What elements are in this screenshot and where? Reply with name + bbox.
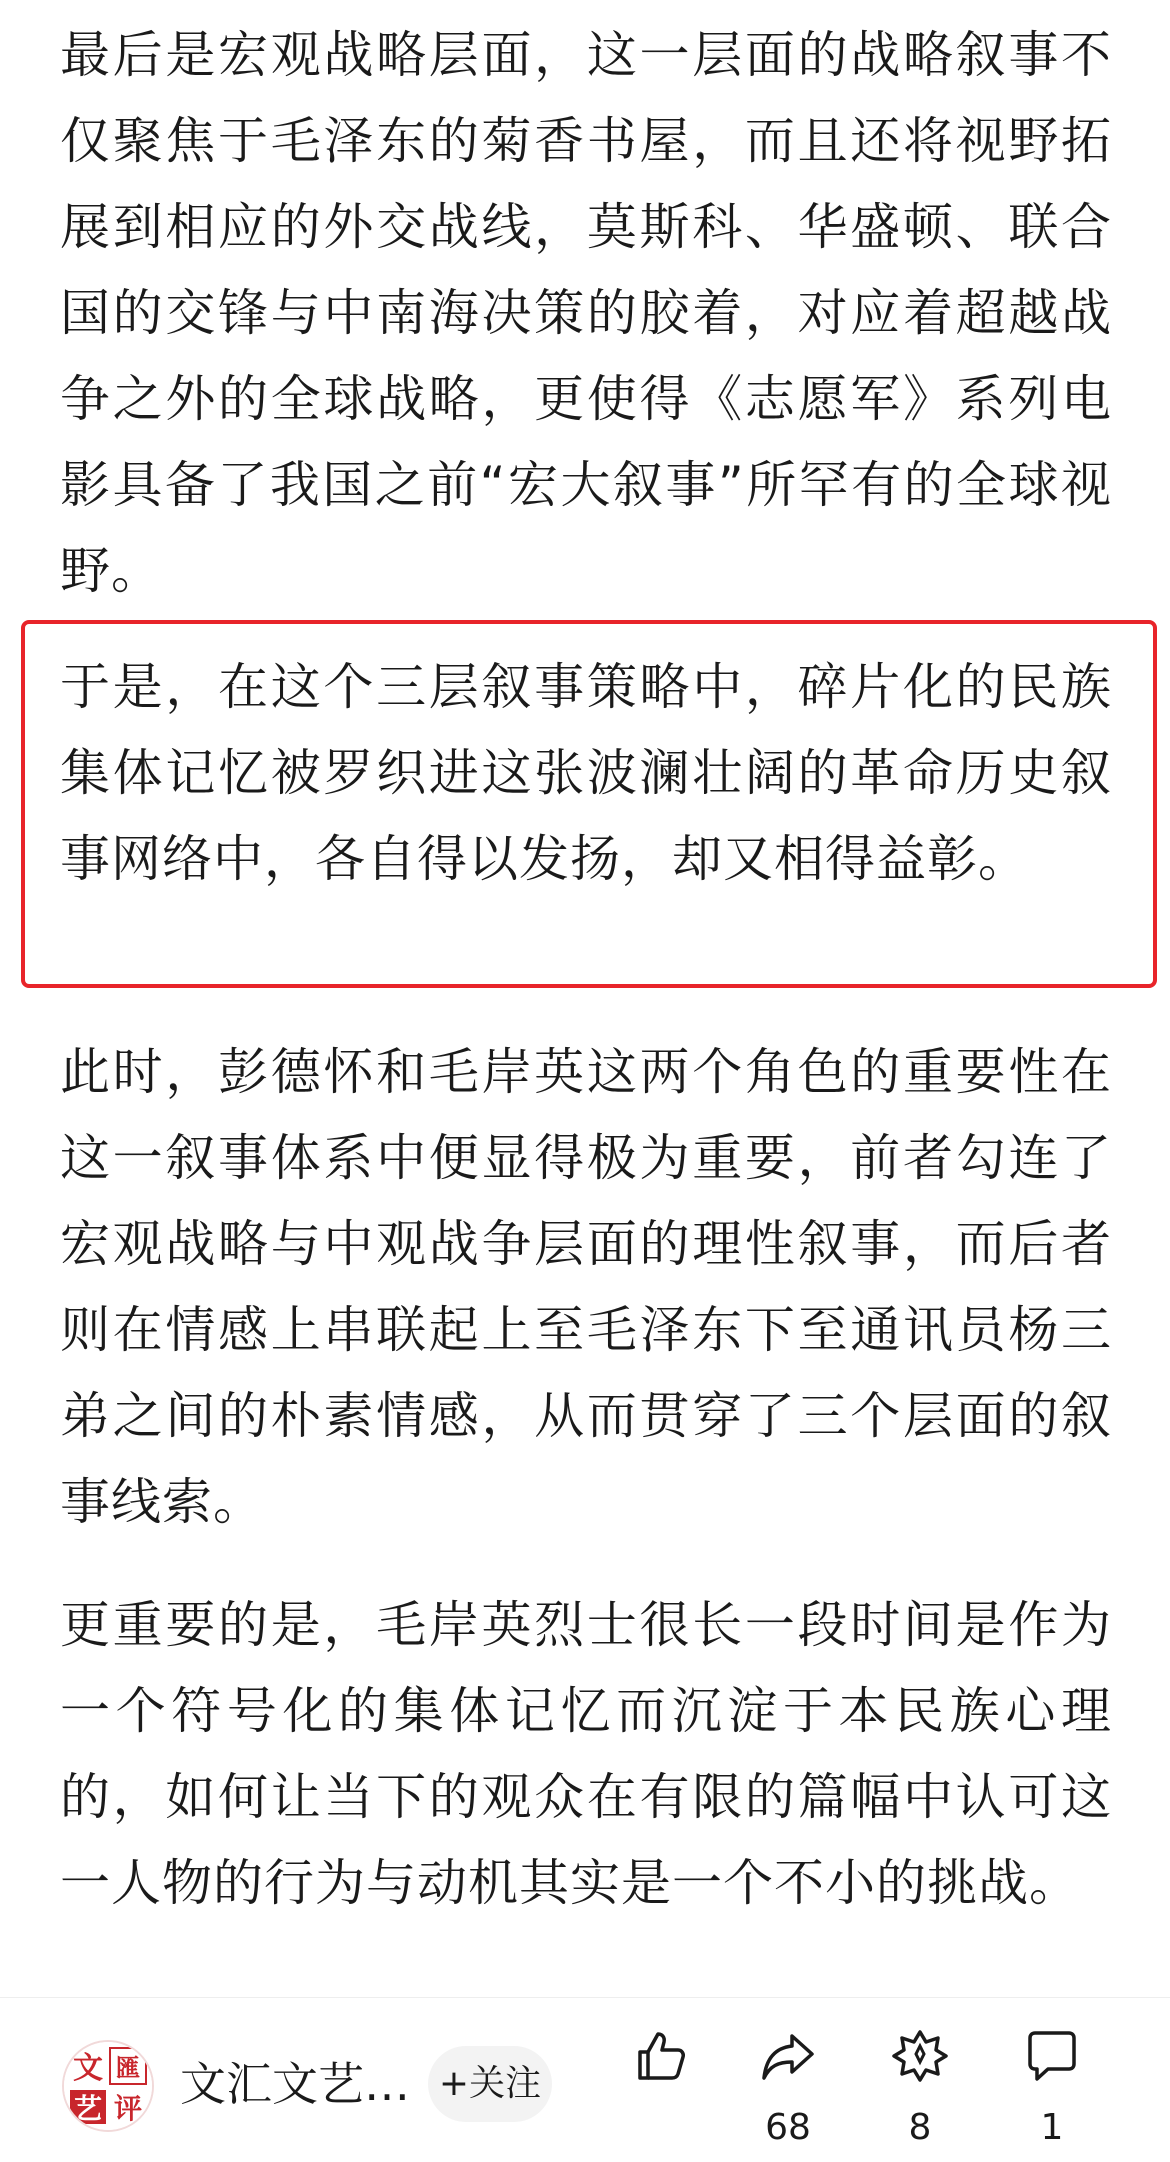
follow-button[interactable]: +关注 (428, 2046, 552, 2122)
account-avatar[interactable] (62, 2040, 154, 2132)
comment-bubble-icon (1024, 2028, 1080, 2084)
logo-char: 评 (113, 2092, 143, 2125)
bottom-action-bar (0, 1997, 1170, 2162)
comment-button[interactable] (997, 2024, 1107, 2154)
article-paragraph: 最后是宏观战略层面，这一层面的战略叙事不仅聚焦于毛泽东的菊香书屋，而且还将视野拓展到相应的外交战线，莫斯科、华盛顿、联合国的交锋与中南海决策的胶着，对应着超越战争之外的全球战略，更使得《志愿军》系列电影具备了我国之前“宏大叙事”所罕有的全球视野。 (60, 26, 1112, 600)
highlighted-paragraph: 于是，在这个三层叙事策略中，碎片化的民族集体记忆被罗织进这张波澜壮阔的革命历史叙事网络中，各自得以发扬，却又相得益彰。 (60, 658, 1112, 888)
award-button[interactable] (865, 2024, 975, 2154)
thumbs-up-icon (632, 2028, 688, 2084)
article-paragraph: 更重要的是，毛岸英烈士很长一段时间是作为一个符号化的集体记忆而沉淀于本民族心理的，如何让当下的观众在有限的篇幅中认可这一人物的行为与动机其实是一个不小的挑战。 (60, 1596, 1112, 1912)
share-count: 68 (765, 2107, 811, 2148)
share-arrow-icon (760, 2028, 816, 2084)
like-button[interactable] (605, 2024, 715, 2154)
award-count: 8 (908, 2107, 932, 2148)
logo-char: 文 (73, 2051, 103, 2086)
award-icon (892, 2028, 948, 2084)
share-button[interactable] (733, 2024, 843, 2154)
wenhui-logo-icon (64, 2042, 152, 2130)
article-paragraph: 此时，彭德怀和毛岸英这两个角色的重要性在这一叙事体系中便显得极为重要，前者勾连了宏观战略与中观战争层面的理性叙事，而后者则在情感上串联起上至毛泽东下至通讯员杨三弟之间的朴素情感，从而贯穿了三个层面的叙事线索。 (60, 1043, 1112, 1531)
logo-char: 艺 (73, 2092, 103, 2125)
account-name[interactable]: 文汇文艺… (180, 2057, 410, 2111)
logo-char: 匯 (116, 2054, 140, 2082)
comment-count: 1 (1040, 2107, 1064, 2148)
